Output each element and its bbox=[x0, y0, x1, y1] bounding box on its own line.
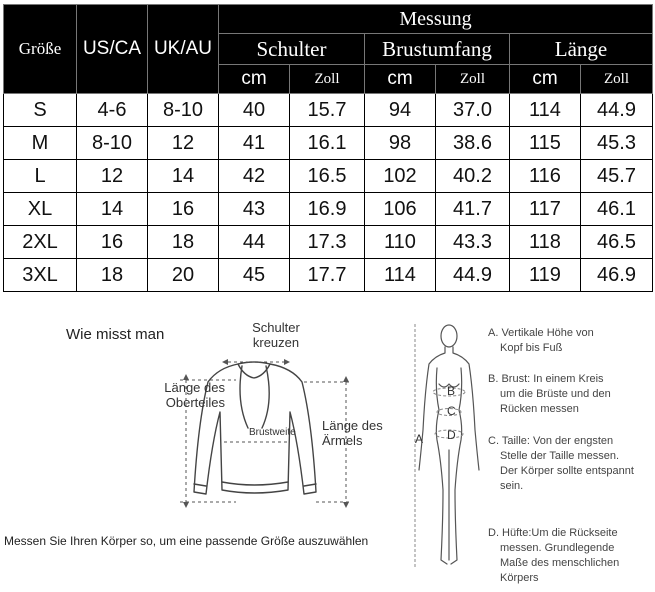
table-cell: 18 bbox=[148, 226, 219, 259]
table-row bbox=[4, 193, 653, 226]
body-figure bbox=[405, 320, 485, 582]
body-letter-a: A bbox=[415, 432, 424, 446]
table-cell: 98 bbox=[365, 127, 436, 160]
table-cell: 15.7 bbox=[290, 94, 365, 127]
table-cell: XL bbox=[4, 193, 77, 226]
table-cell: 16 bbox=[148, 193, 219, 226]
table-cell: 41 bbox=[219, 127, 290, 160]
table-cell: 106 bbox=[365, 193, 436, 226]
table-cell: S bbox=[4, 94, 77, 127]
table-cell: 40.2 bbox=[436, 160, 510, 193]
table-cell: 45 bbox=[219, 259, 290, 292]
table-cell: 46.9 bbox=[581, 259, 653, 292]
instruction-text: Messen Sie Ihren Körper so, um eine passende Größe auszuwählen bbox=[4, 534, 369, 548]
note-a: A. Vertikale Höhe von Kopf bis Fuß bbox=[488, 327, 594, 354]
header-measurement: Messung bbox=[219, 5, 653, 34]
header-unit-zoll: Zoll bbox=[581, 65, 653, 94]
table-cell: 44.9 bbox=[581, 94, 653, 127]
table-cell: 110 bbox=[365, 226, 436, 259]
table-cell: 37.0 bbox=[436, 94, 510, 127]
table-cell: 119 bbox=[510, 259, 581, 292]
body-letter-b: B bbox=[447, 384, 456, 398]
shoulder-label: Schulter kreuzen bbox=[252, 320, 300, 350]
note-c: C. Taille: Von der engsten Stelle der Taille messen. Der Körper sollte entspannt sein. bbox=[488, 435, 634, 492]
header-unit-cm: cm bbox=[219, 65, 290, 94]
table-cell: 18 bbox=[77, 259, 148, 292]
table-cell: 102 bbox=[365, 160, 436, 193]
table-cell: 8-10 bbox=[77, 127, 148, 160]
table-row bbox=[4, 226, 653, 259]
chest-width-label: Brustweite bbox=[249, 427, 296, 438]
table-cell: 4-6 bbox=[77, 94, 148, 127]
table-cell: 45.7 bbox=[581, 160, 653, 193]
table-row bbox=[4, 160, 653, 193]
table-cell: 12 bbox=[77, 160, 148, 193]
body-letter-d: D bbox=[447, 428, 456, 442]
table-cell: 43.3 bbox=[436, 226, 510, 259]
table-cell: 118 bbox=[510, 226, 581, 259]
table-row bbox=[4, 127, 653, 160]
header-unit-zoll: Zoll bbox=[290, 65, 365, 94]
body-letter-c: C bbox=[447, 404, 456, 418]
note-d: D. Hüfte:Um die Rückseite messen. Grundlegende Maße des menschlichen Körpers bbox=[488, 527, 620, 584]
table-cell: 12 bbox=[148, 127, 219, 160]
table-cell: 2XL bbox=[4, 226, 77, 259]
table-cell: 16.1 bbox=[290, 127, 365, 160]
table-cell: 117 bbox=[510, 193, 581, 226]
table-cell: 46.1 bbox=[581, 193, 653, 226]
table-cell: 115 bbox=[510, 127, 581, 160]
header-unit-cm: cm bbox=[365, 65, 436, 94]
table-cell: 116 bbox=[510, 160, 581, 193]
header-us-ca: US/CA bbox=[77, 5, 148, 94]
header-uk-au: UK/AU bbox=[148, 5, 219, 94]
table-cell: 40 bbox=[219, 94, 290, 127]
table-cell: 17.7 bbox=[290, 259, 365, 292]
table-cell: 38.6 bbox=[436, 127, 510, 160]
table-cell: 8-10 bbox=[148, 94, 219, 127]
table-cell: 45.3 bbox=[581, 127, 653, 160]
table-row bbox=[4, 94, 653, 127]
table-cell: L bbox=[4, 160, 77, 193]
table-cell: 16 bbox=[77, 226, 148, 259]
table-cell: 3XL bbox=[4, 259, 77, 292]
table-cell: 46.5 bbox=[581, 226, 653, 259]
header-unit-zoll: Zoll bbox=[436, 65, 510, 94]
table-cell: M bbox=[4, 127, 77, 160]
table-cell: 94 bbox=[365, 94, 436, 127]
guide-title: Wie misst man bbox=[66, 326, 165, 343]
note-b: B. Brust: In einem Kreis um die Brüste und den Rücken messen bbox=[488, 373, 611, 415]
table-cell: 14 bbox=[77, 193, 148, 226]
size-table bbox=[3, 4, 653, 292]
table-cell: 41.7 bbox=[436, 193, 510, 226]
table-cell: 16.9 bbox=[290, 193, 365, 226]
table-cell: 20 bbox=[148, 259, 219, 292]
table-cell: 43 bbox=[219, 193, 290, 226]
top-length-label: Länge des Oberteiles bbox=[164, 380, 225, 410]
header-size: Größe bbox=[4, 5, 77, 94]
table-cell: 14 bbox=[148, 160, 219, 193]
measurement-guide bbox=[0, 312, 655, 592]
header-group-length: Länge bbox=[510, 34, 653, 65]
sleeve-length-label: Länge des Ärmels bbox=[322, 418, 383, 448]
table-cell: 16.5 bbox=[290, 160, 365, 193]
table-row bbox=[4, 259, 653, 292]
header-group-chest: Brustumfang bbox=[365, 34, 510, 65]
table-cell: 17.3 bbox=[290, 226, 365, 259]
header-group-shoulder: Schulter bbox=[219, 34, 365, 65]
table-cell: 44 bbox=[219, 226, 290, 259]
header-unit-cm: cm bbox=[510, 65, 581, 94]
table-cell: 44.9 bbox=[436, 259, 510, 292]
table-cell: 114 bbox=[365, 259, 436, 292]
table-cell: 114 bbox=[510, 94, 581, 127]
table-cell: 42 bbox=[219, 160, 290, 193]
